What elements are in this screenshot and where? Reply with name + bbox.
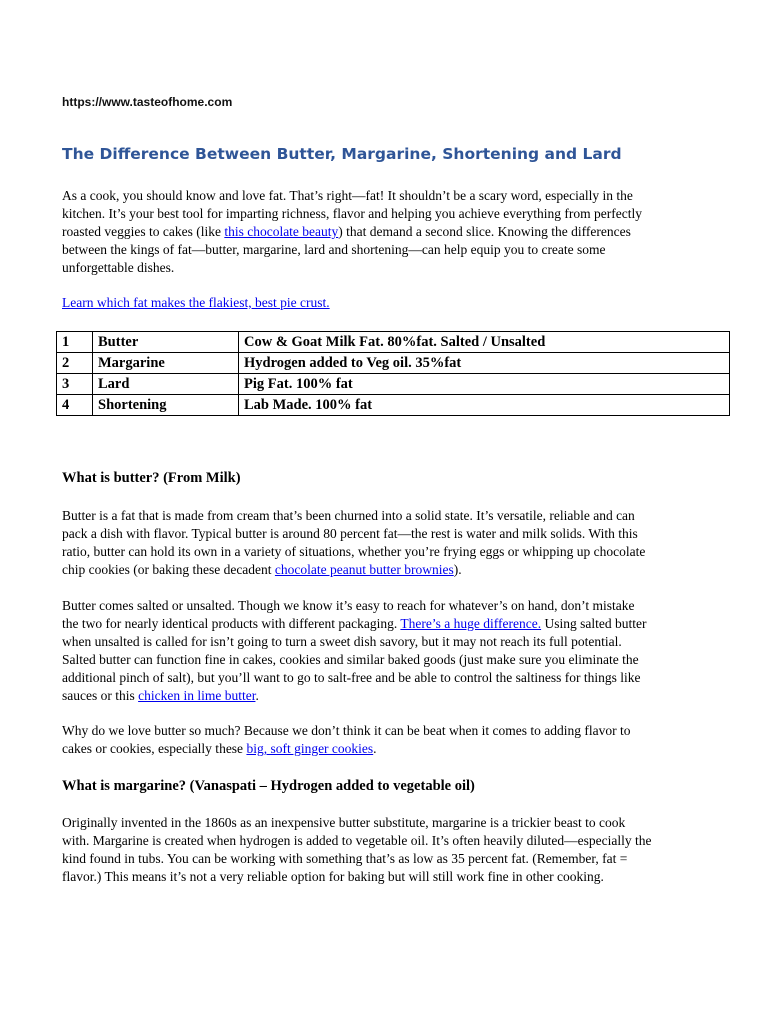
fat-description: Lab Made. 100% fat: [239, 395, 730, 416]
text-line: with. Margarine is created when hydrogen is added to vegetable oil. It’s often heavily diluted—especially the: [62, 833, 652, 848]
text-run: .: [255, 688, 259, 703]
text-line: [62, 223, 722, 241]
pie-crust-link[interactable]: Learn which fat makes the flakiest, best pie crust.: [62, 295, 330, 310]
text-line: ratio, butter can hold its own in a variety of situations, whether you’re frying eggs or whipping up chocolate: [62, 544, 646, 559]
fat-description: Hydrogen added to Veg oil. 35%fat: [239, 353, 730, 374]
row-number: 3: [57, 374, 93, 395]
text-line: Butter comes salted or unsalted. Though we know it’s easy to reach for whatever’s on hand, don’t mistake: [62, 598, 635, 613]
text-run: Using salted butter: [541, 616, 647, 631]
intro-paragraph: [62, 187, 722, 277]
fat-comparison-table: [56, 331, 730, 416]
fat-description: Cow & Goat Milk Fat. 80%fat. Salted / Unsalted: [239, 332, 730, 353]
chocolate-beauty-link[interactable]: this chocolate beauty: [224, 224, 339, 239]
text-line: unforgettable dishes.: [62, 260, 175, 275]
fat-name: Lard: [93, 374, 239, 395]
text-line: additional pinch of salt), but you’ll want to go to salt-free and be able to control the saltiness for things like: [62, 670, 641, 685]
butter-paragraph-3: [62, 722, 722, 758]
source-url: https://www.tasteofhome.com: [62, 95, 233, 109]
text-run: sauces or this: [62, 688, 139, 703]
margarine-heading: What is margarine? (Vanaspati – Hydrogen added to vegetable oil): [62, 778, 475, 794]
text-line: between the kings of fat—butter, margarine, lard and shortening—can help equip you to create some: [62, 242, 606, 257]
table-row: [57, 353, 730, 374]
text-line: [62, 687, 722, 705]
butter-paragraph-1: [62, 507, 722, 579]
chicken-lime-butter-link[interactable]: chicken in lime butter: [138, 688, 256, 703]
table-row: [57, 332, 730, 353]
butter-heading: What is butter? (From Milk): [62, 470, 241, 486]
row-number: 2: [57, 353, 93, 374]
text-line: Butter is a fat that is made from cream that’s been churned into a solid state. It’s versatile, reliable and can: [62, 508, 635, 523]
text-run: chip cookies (or baking these decadent: [62, 562, 275, 577]
text-line: Why do we love butter so much? Because we don’t think it can be beat when it comes to adding flavor to: [62, 723, 631, 738]
text-line: [62, 740, 722, 758]
text-line: flavor.) This means it’s not a very reliable option for baking but will still work fine in other cooking.: [62, 869, 604, 884]
text-line: [62, 615, 722, 633]
text-line: kitchen. It’s your best tool for imparting richness, flavor and helping you achieve everything from perfectly: [62, 206, 642, 221]
table-row: [57, 395, 730, 416]
peanut-butter-brownies-link[interactable]: chocolate peanut butter brownies: [274, 562, 454, 577]
fat-name: Butter: [93, 332, 239, 353]
text-line: As a cook, you should know and love fat. That’s right—fat! It shouldn’t be a scary word, especially in the: [62, 188, 633, 203]
butter-paragraph-2: [62, 597, 722, 705]
article-title: The Difference Between Butter, Margarine, Shortening and Lard: [62, 145, 622, 163]
fat-name: Margarine: [93, 353, 239, 374]
row-number: 4: [57, 395, 93, 416]
fat-description: Pig Fat. 100% fat: [239, 374, 730, 395]
text-run: .: [373, 741, 377, 756]
ginger-cookies-link[interactable]: big, soft ginger cookies: [246, 741, 374, 756]
text-run: ) that demand a second slice. Knowing the differences: [338, 224, 631, 239]
text-run: the two for nearly identical products with different packaging.: [62, 616, 401, 631]
text-line: pack a dish with flavor. Typical butter is around 80 percent fat—the rest is water and milk solids. With this: [62, 526, 638, 541]
text-run: cakes or cookies, especially these: [62, 741, 247, 756]
fat-name: Shortening: [93, 395, 239, 416]
text-line: [62, 561, 722, 579]
text-line: Originally invented in the 1860s as an inexpensive butter substitute, margarine is a trickier beast to cook: [62, 815, 626, 830]
table-row: [57, 374, 730, 395]
text-run: roasted veggies to cakes (like: [62, 224, 225, 239]
pie-crust-paragraph: [62, 294, 722, 312]
text-line: Salted butter can function fine in cakes, cookies and similar baked goods (just make sure you eliminate the: [62, 652, 639, 667]
text-line: kind found in tubs. You can be working with something that’s as low as 35 percent fat. (Remember, fat =: [62, 851, 628, 866]
huge-difference-link[interactable]: There’s a huge difference.: [400, 616, 542, 631]
row-number: 1: [57, 332, 93, 353]
text-line: when unsalted is called for isn’t going to turn a sweet dish savory, but it may not reach its full potential.: [62, 634, 622, 649]
margarine-paragraph-1: [62, 814, 722, 886]
text-run: ).: [453, 562, 462, 577]
